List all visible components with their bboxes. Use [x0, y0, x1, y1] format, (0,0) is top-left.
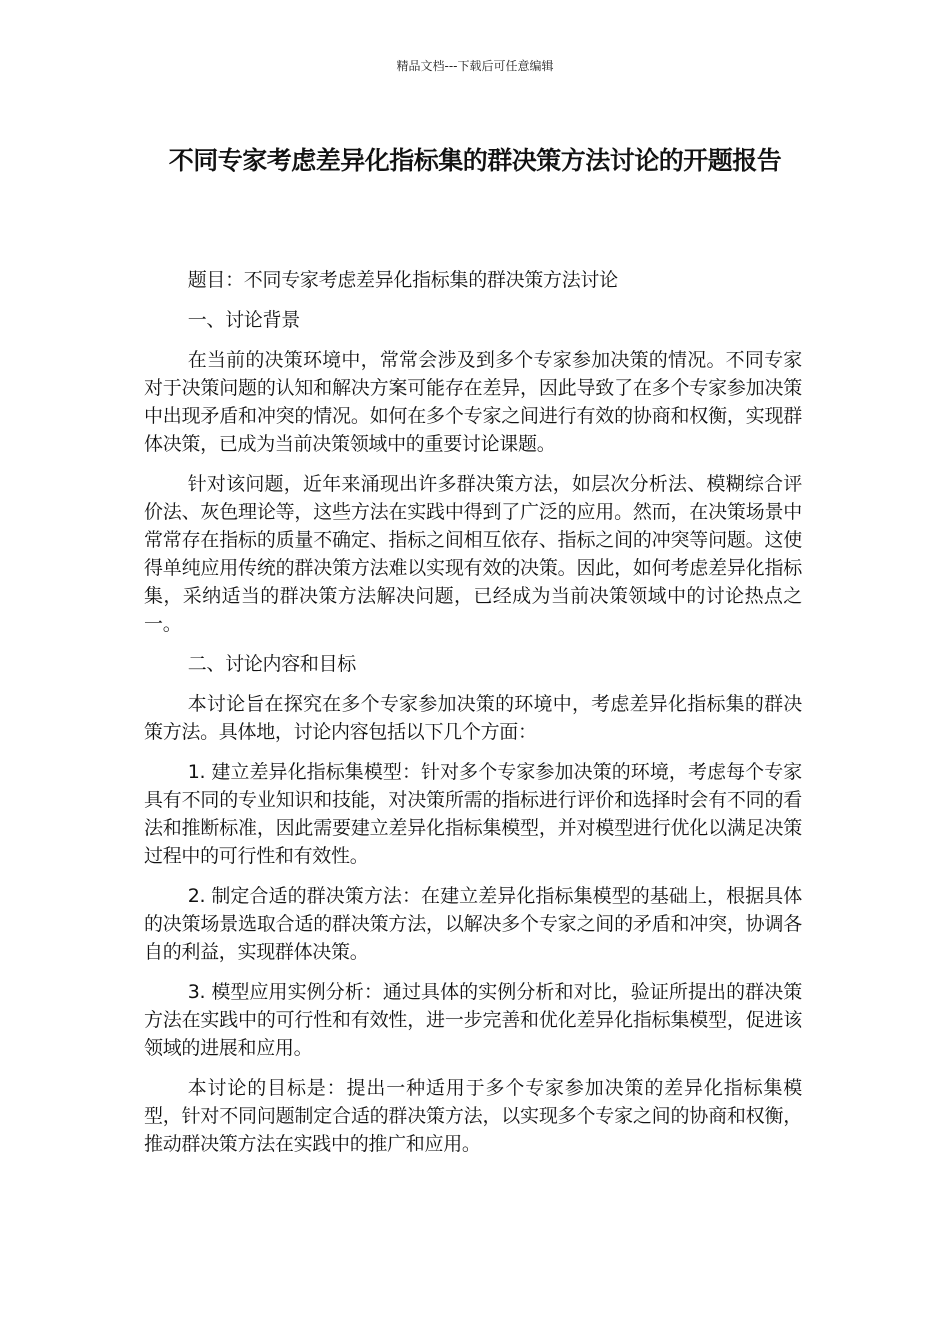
- section-heading-content-goals: 二、讨论内容和目标: [187, 653, 356, 675]
- document-title: 不同专家考虑差异化指标集的群决策方法讨论的开题报告: [168, 146, 782, 175]
- list-item-case-study: 3. 模型应用实例分析：通过具体的实例分析和对比，验证所提出的群决策方法在实践中的可行性和有效性，进一步完善和优化差异化指标集模型，促进该领域的进展和应用。: [144, 981, 802, 1059]
- paragraph-background-1: 在当前的决策环境中，常常会涉及到多个专家参加决策的情况。不同专家对于决策问题的认知和解决方案可能存在差异，因此导致了在多个专家参加决策中出现矛盾和冲突的情况。如何在多个专家之间进行有效的协商和权衡，实现群体决策，已成为当前决策领域中的重要讨论课题。: [144, 349, 802, 455]
- section-heading-background: 一、讨论背景: [187, 309, 300, 331]
- topic-line: 题目：不同专家考虑差异化指标集的群决策方法讨论: [187, 269, 618, 291]
- document-body: [144, 266, 802, 1170]
- list-item-model: 1. 建立差异化指标集模型：针对多个专家参加决策的环境，考虑每个专家具有不同的专业知识和技能，对决策所需的指标进行评价和选择时会有不同的看法和推断标准，因此需要建立差异化指标集模型，并对模型进行优化以满足决策过程中的可行性和有效性。: [144, 761, 802, 867]
- list-item-method: 2. 制定合适的群决策方法：在建立差异化指标集模型的基础上，根据具体的决策场景选取合适的群决策方法，以解决多个专家之间的矛盾和冲突，协调各自的利益，实现群体决策。: [144, 885, 802, 963]
- paragraph-background-2: 针对该问题，近年来涌现出许多群决策方法，如层次分析法、模糊综合评价法、灰色理论等，这些方法在实践中得到了广泛的应用。然而，在决策场景中常常存在指标的质量不确定、指标之间相互依存、指标之间的冲突等问题。这使得单纯应用传统的群决策方法难以实现有效的决策。因此，如何考虑差异化指标集，采纳适当的群决策方法解决问题，已经成为当前决策领域中的讨论热点之一。: [144, 473, 802, 635]
- page-header: 精品文档---下载后可任意编辑: [396, 59, 554, 73]
- paragraph-goal: 本讨论的目标是：提出一种适用于多个专家参加决策的差异化指标集模型，针对不同问题制定合适的群决策方法，以实现多个专家之间的协商和权衡，推动群决策方法在实践中的推广和应用。: [144, 1077, 802, 1155]
- paragraph-content-intro: 本讨论旨在探究在多个专家参加决策的环境中，考虑差异化指标集的群决策方法。具体地，讨论内容包括以下几个方面：: [144, 693, 802, 743]
